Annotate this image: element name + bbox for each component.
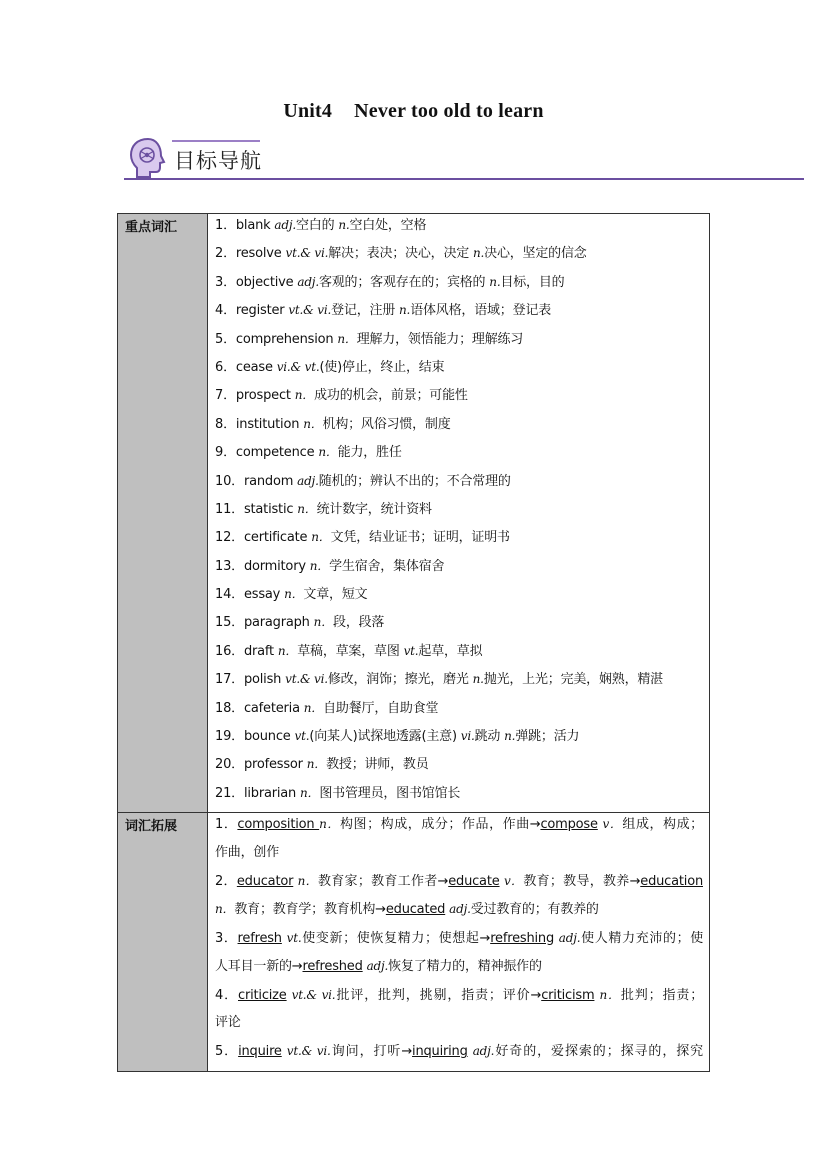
part-of-speech: n．	[337, 331, 357, 346]
vocab-text: 文章，短文	[303, 587, 368, 603]
part-of-speech: n．	[318, 445, 338, 460]
vocab-text: 能力，胜任	[337, 445, 402, 461]
derived-word: refreshing	[490, 930, 554, 946]
vocab-text: 批评，批判，挑剔，指责；评价→	[335, 987, 542, 1003]
vocab-item	[215, 697, 703, 725]
part-of-speech: n．	[311, 530, 331, 545]
part-of-speech: adj.	[274, 218, 296, 232]
key-vocabulary-row	[118, 214, 710, 813]
vocab-text: 19．bounce	[215, 729, 295, 745]
vocab-text: 教育；教导，教养→	[523, 873, 641, 889]
vocab-text: 使变新；使恢复精力；使想起→	[301, 930, 491, 946]
vocab-text: 目标，目的	[500, 274, 565, 290]
part-of-speech: vt.& vi.	[291, 987, 336, 1002]
vocab-text: 20．professor	[215, 757, 307, 773]
vocab-text: 2．	[215, 873, 237, 889]
part-of-speech: n．	[306, 757, 327, 772]
vocab-item	[215, 328, 703, 356]
vocab-text: 修改，润饰；擦光，磨光	[327, 672, 473, 688]
vocab-text: 18．cafeteria	[215, 700, 304, 716]
vocab-text: 15．paragraph	[215, 615, 314, 631]
part-of-speech: n.	[472, 672, 484, 687]
vocab-text: 统计数字，统计资料	[316, 501, 432, 517]
vocab-text: 10．random	[215, 473, 298, 489]
vocab-text: 好奇的，爱探索的；探寻的，探究	[494, 1044, 703, 1060]
part-of-speech: vi.& vt.	[276, 359, 320, 374]
part-of-speech: n．	[277, 643, 298, 658]
part-of-speech: n.	[489, 274, 501, 289]
vocab-item	[215, 782, 703, 810]
part-of-speech: adj.	[472, 1044, 495, 1059]
part-of-speech: n．	[297, 501, 317, 516]
vocab-text: 6．cease	[215, 359, 277, 375]
vocab-text: 教育家；教育工作者→	[317, 873, 449, 889]
vocab-text: 5．comprehension	[215, 331, 338, 347]
part-of-speech: adj.	[449, 902, 471, 917]
part-of-speech: v．	[602, 817, 623, 832]
vocab-text: 11．statistic	[215, 501, 298, 517]
vocab-text: 7．prospect	[215, 388, 295, 404]
vocab-text: 恢复了精力的，精神振作的	[388, 959, 542, 975]
derived-word: educator	[236, 873, 294, 889]
vocab-item	[215, 725, 703, 753]
vocabulary-expansion-row	[118, 813, 710, 1072]
vocab-text: 教育；教育学；教育机构→	[234, 902, 386, 918]
vocab-text: 机构；风俗习惯，制度	[322, 416, 451, 432]
derived-word: refreshed	[302, 959, 363, 975]
key-vocabulary-heading: 重点词汇	[118, 214, 208, 813]
brain-head-icon	[128, 137, 168, 179]
vocab-text: 理解力，领悟能力；理解练习	[356, 331, 524, 347]
vocab-text: 5．	[215, 1044, 239, 1060]
vocab-text: (向某人)试探地透露(主意)	[309, 729, 461, 745]
expansion-line	[215, 984, 703, 1012]
vocab-text: 组成，构成；	[622, 817, 703, 833]
part-of-speech: vi.	[460, 729, 475, 744]
vocab-text: 9．competence	[215, 445, 319, 461]
vocab-item	[215, 611, 703, 639]
part-of-speech: n．	[313, 615, 334, 630]
vocabulary-expansion-list	[208, 813, 710, 1072]
vocab-text: 3．objective	[215, 274, 298, 290]
vocab-text: 2．resolve	[215, 246, 286, 262]
vocab-text: 1．blank	[215, 218, 275, 233]
derived-word: education	[640, 873, 703, 889]
vocab-text: 语体风格，语域；登记表	[410, 303, 551, 319]
vocab-text: 3．	[215, 930, 238, 946]
derived-word: educate	[448, 873, 500, 889]
derived-word: criticize	[238, 987, 287, 1003]
banner-underline	[124, 178, 804, 180]
derived-word: refresh	[237, 930, 282, 946]
part-of-speech: vt.& vi.	[285, 246, 329, 261]
part-of-speech: n．	[297, 873, 318, 888]
vocab-text: 草稿，草案，草图	[297, 643, 404, 659]
vocab-text: 登记，注册	[331, 303, 400, 319]
vocab-item	[215, 413, 703, 441]
part-of-speech: adj.	[558, 930, 581, 945]
vocab-text: 客观的；客观存在的；宾格的	[318, 274, 490, 290]
vocab-text: 学生宿舍，集体宿舍	[329, 558, 445, 574]
vocab-text: (使)停止，终止，结束	[319, 359, 445, 375]
vocab-text: 使人精力充沛的；使	[580, 930, 703, 946]
vocab-text: 4．register	[215, 303, 289, 319]
vocab-text: 16．draft	[215, 643, 278, 659]
vocab-text: 1．	[215, 817, 238, 833]
part-of-speech: adj.	[297, 274, 319, 289]
vocab-text: 教授；讲师，教员	[326, 757, 429, 773]
derived-word: criticism	[541, 987, 595, 1003]
vocab-text: 4．	[215, 987, 238, 1003]
expansion-line	[215, 813, 703, 841]
vocab-text: 随机的；辨认不出的；不合常理的	[318, 473, 511, 489]
part-of-speech: vt.	[403, 643, 419, 658]
part-of-speech: n．	[303, 416, 323, 431]
part-of-speech: vt.& vi.	[288, 303, 332, 318]
vocab-text: 14．essay	[215, 587, 285, 603]
vocab-item	[215, 526, 703, 554]
part-of-speech: adj.	[366, 959, 389, 974]
vocab-text: 询问，打听→	[330, 1044, 413, 1060]
expansion-line	[215, 870, 703, 898]
vocab-item	[215, 753, 703, 781]
expansion-line	[215, 1012, 703, 1040]
part-of-speech: n．	[599, 987, 621, 1002]
vocab-item	[215, 242, 703, 270]
vocab-text: 空白处，空格	[349, 218, 427, 233]
part-of-speech: vt.& vi.	[285, 672, 328, 687]
vocab-text: 评论	[215, 1014, 241, 1030]
vocab-text: 自助餐厅，自助食堂	[323, 700, 439, 716]
vocab-item	[215, 299, 703, 327]
vocab-text: 构图；构成，成分；作品，作曲→	[339, 817, 541, 833]
part-of-speech: n．	[303, 700, 324, 715]
part-of-speech: n．	[215, 902, 235, 917]
part-of-speech: n.	[472, 246, 485, 261]
vocab-text: 起草，草拟	[418, 643, 483, 659]
expansion-line	[215, 927, 703, 955]
vocab-text: 段，段落	[333, 615, 385, 631]
vocabulary-expansion-heading: 词汇拓展	[118, 813, 208, 1072]
vocab-item	[215, 498, 703, 526]
part-of-speech: n.	[338, 218, 350, 232]
vocab-text: 8．institution	[215, 416, 304, 432]
expansion-line	[215, 898, 703, 926]
part-of-speech: vt.& vi.	[286, 1044, 331, 1059]
vocab-item	[215, 384, 703, 412]
part-of-speech: n.	[504, 729, 516, 744]
vocab-text: 12．certificate	[215, 530, 312, 546]
expansion-line	[215, 1040, 703, 1068]
vocab-item	[215, 470, 703, 498]
vocab-item	[215, 555, 703, 583]
key-vocabulary-list	[208, 214, 710, 813]
vocab-text: 图书管理员，图书馆馆长	[319, 785, 461, 801]
vocab-text: 受过教育的；有教养的	[470, 902, 599, 918]
part-of-speech: v．	[503, 873, 524, 888]
expansion-line	[215, 955, 703, 983]
page-title	[0, 100, 827, 123]
part-of-speech: n.	[399, 303, 411, 318]
vocab-text: 人耳目一新的→	[215, 959, 303, 975]
part-of-speech: adj.	[297, 473, 319, 488]
expansion-line	[215, 842, 703, 870]
vocab-text: 解决；表决；决心，决定	[328, 246, 473, 262]
part-of-speech: n．	[294, 388, 315, 403]
unit-name: Never too old to learn	[354, 100, 544, 122]
part-of-speech: vt.	[294, 729, 310, 744]
part-of-speech: vt.	[286, 930, 302, 945]
vocab-text: 成功的机会，前景；可能性	[314, 388, 468, 404]
vocab-text: 决心，坚定的信念	[484, 246, 587, 262]
vocab-text: 17．polish	[215, 672, 286, 688]
vocab-text: 13．dormitory	[215, 558, 310, 574]
part-of-speech: n．	[300, 785, 320, 800]
banner-accent-line	[172, 140, 260, 142]
vocab-text: 弹跳；活力	[515, 729, 580, 745]
banner-label: 目标导航	[174, 149, 262, 173]
unit-number: Unit4	[283, 100, 333, 122]
derived-word: compose	[540, 817, 598, 833]
derived-word: composition	[237, 817, 320, 833]
part-of-speech: n．	[319, 817, 340, 832]
vocab-item	[215, 356, 703, 384]
goal-navigation-banner	[124, 137, 804, 182]
vocab-text: 跳动	[474, 729, 505, 745]
vocab-text: 作曲，创作	[215, 844, 280, 860]
vocab-text: 空白的	[295, 218, 339, 233]
vocab-item	[215, 583, 703, 611]
vocab-text: 21．librarian	[215, 785, 301, 801]
part-of-speech: n．	[309, 558, 330, 573]
vocab-text: 批判；指责；	[620, 987, 703, 1003]
vocab-item	[215, 271, 703, 299]
vocab-item	[215, 441, 703, 469]
part-of-speech: n．	[284, 587, 304, 602]
vocab-item	[215, 668, 703, 696]
vocab-item	[215, 640, 703, 668]
vocabulary-table	[117, 213, 710, 1072]
derived-word: inquiring	[412, 1044, 468, 1060]
derived-word: educated	[385, 902, 446, 918]
vocab-text: 文凭，结业证书；证明，证明书	[330, 530, 510, 546]
vocab-text: 抛光，上光；完美，娴熟，精湛	[483, 672, 663, 688]
vocab-item	[215, 214, 703, 242]
derived-word: inquire	[238, 1044, 282, 1060]
